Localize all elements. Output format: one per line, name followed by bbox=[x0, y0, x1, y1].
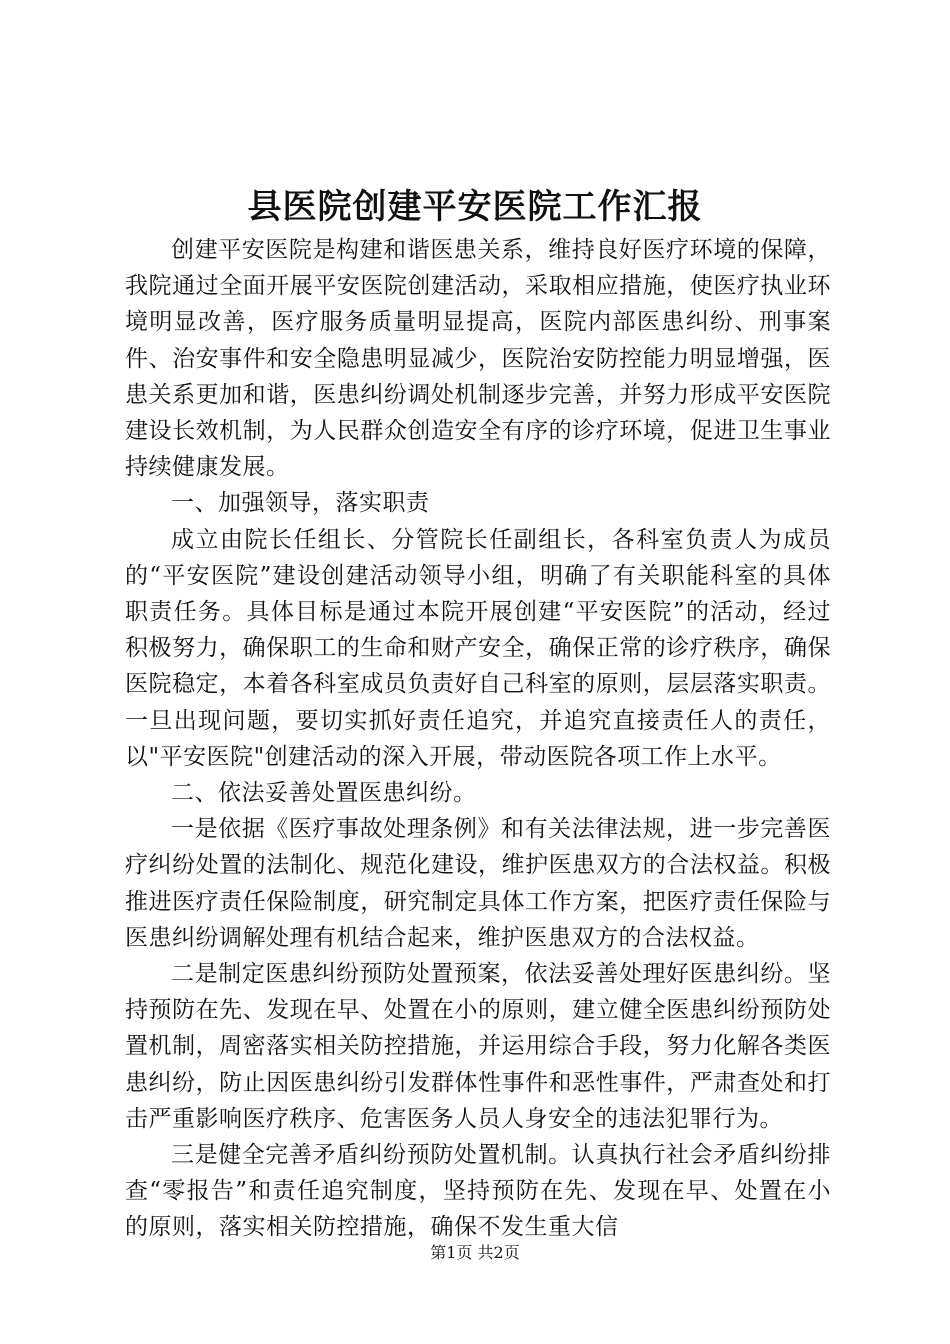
paragraph-intro: 创建平安医院是构建和谐医患关系，维持良好医疗环境的保障，我院通过全面开展平安医院创建活动，采取相应措施，使医疗执业环境明显改善，医疗服务质量明显提高，医院内部医患纠纷、刑事案件、治安事件和安全隐患明显减少，医院治安防控能力明显增强，医患关系更加和谐，医患纠纷调处机制逐步完善，并努力形成平安医院建设长效机制，为人民群众创造安全有序的诊疗环境，促进卫生事业持续健康发展。 bbox=[125, 237, 831, 481]
document-body bbox=[125, 232, 831, 1246]
paragraph-point-1: 一是依据《医疗事故处理条例》和有关法律法规，进一步完善医疗纠纷处置的法制化、规范化建设，维护医患双方的合法权益。积极推进医疗责任保险制度，研究制定具体工作方案，把医疗责任保险与医患纠纷调解处理有机结合起来，维护医患双方的合法权益。 bbox=[125, 816, 831, 951]
section-heading-2: 二、依法妥善处置医患纠纷。 bbox=[171, 780, 477, 807]
paragraph-leadership: 成立由院长任组长、分管院长任副组长，各科室负责人为成员的“平安医院”建设创建活动领导小组，明确了有关职能科室的具体职责任务。具体目标是通过本院开展创建“平安医院”的活动，经过积极努力，确保职工的生命和财产安全，确保正常的诊疗秩序，确保医院稳定，本着各科室成员负责好自己科室的原则，层层落实职责。一旦出现问题，要切实抓好责任追究，并追究直接责任人的责任，以"平安医院"创建活动的深入开展，带动医院各项工作上水平。 bbox=[125, 526, 831, 770]
page-footer: 第1页 共2页 bbox=[430, 1243, 520, 1262]
paragraph-point-2: 二是制定医患纠纷预防处置预案，依法妥善处理好医患纠纷。坚持预防在先、发现在早、处置在小的原则，建立健全医患纠纷预防处置机制，周密落实相关防控措施，并运用综合手段，努力化解各类医患纠纷，防止因医患纠纷引发群体性事件和恶性事件，严肃查处和打击严重影响医疗秩序、危害医务人员人身安全的违法犯罪行为。 bbox=[125, 961, 831, 1132]
paragraph-point-3: 三是健全完善矛盾纠纷预防处置机制。认真执行社会矛盾纠纷排查“零报告”和责任追究制度，坚持预防在先、发现在早、处置在小的原则，落实相关防控措施，确保不发生重大信 bbox=[125, 1142, 831, 1241]
section-heading-1: 一、加强领导，落实职责 bbox=[171, 490, 430, 517]
document-title: 县医院创建平安医院工作汇报 bbox=[247, 187, 703, 227]
